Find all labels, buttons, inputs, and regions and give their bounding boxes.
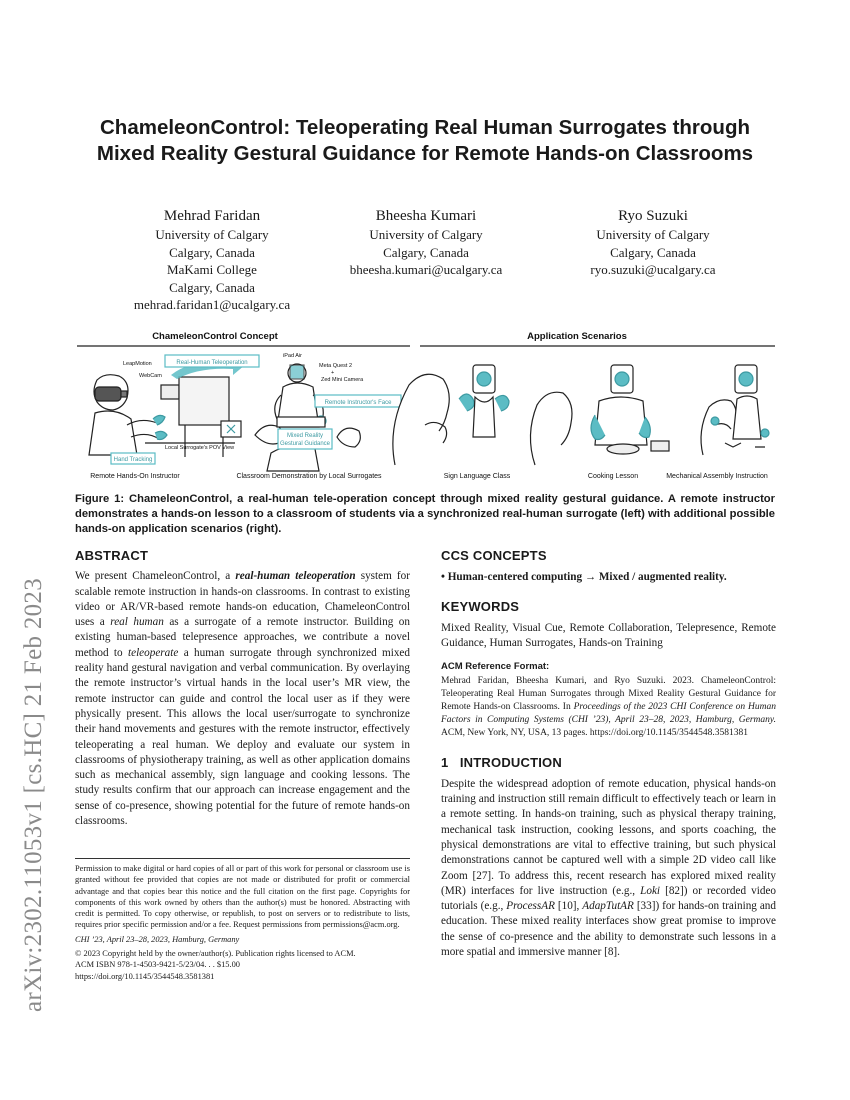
intro-text: [10],	[554, 900, 583, 913]
label-mr-guidance-2: Gestural Guidance	[279, 441, 331, 447]
abstract-text: as a surrogate of a remote instructor. Building on existing human-based telepresence approaches, we contribute a novel method to	[75, 616, 410, 659]
abstract-text: We present ChameleonControl, a	[75, 570, 236, 583]
author-affiliation: University of Calgary	[369, 227, 483, 242]
subcaption-mechanical: Mechanical Assembly Instruction	[666, 473, 768, 480]
keywords-heading: KEYWORDS	[441, 598, 520, 614]
copyright-footnote	[75, 858, 410, 982]
author-location: Calgary, Canada	[169, 279, 255, 295]
label-leapmotion: LeapMotion	[123, 361, 152, 367]
teaser-figure	[75, 325, 775, 485]
label-plus: +	[331, 370, 335, 376]
label-ipad: iPad Air	[283, 353, 302, 359]
acm-ref-body	[441, 675, 776, 740]
intro-text: Despite the widespread adoption of remote education, physical hands-on training and instruction still remain difficult to effectively teach or learn in a remote setting. In hands-on training, such as physical therapy training, mechanical task instruction, cooking lessons, and sports coaching, the physical demonstrations are vital to effective training, but such physical demonstrations cannot be captured well with a simple 2D video call like Zoom [27]. To address this, recent research has explored mixed reality (MR) interfaces for live instruction (e.g.,	[441, 777, 776, 897]
mechanical-assembly-illustration	[701, 365, 769, 455]
abstract-text: a human surrogate through synchronized mixed reality hand gestural navigation and verbal communication. By overlaying the remote instructor’s virtual hands in the local user’s MR view, the remote instructor can guide and control the local user as if they were physically present. This allows the local user/surrogate to synchronize their hand movements and gestures with the remote instructor, effectively teleoperating a real human. We deploy and evaluate our system in classrooms of physiotherapy training, as well as other application domains such as mechanical assembly, sign language and cooking lessons. The study results confirm that our approach can increase engagement and the sense of co-presence, showing potential for the future of remote hands-on classrooms.	[75, 646, 410, 828]
intro-text: [33]) for hands-on training and education. These mixed reality interfaces show great promise to improve the sense of co-presence and the ability to demonstrate such lessons in a more spatial and immersive manner [8].	[441, 900, 776, 959]
venue-line: CHI ’23, April 23–28, 2023, Hamburg, Germany	[75, 934, 240, 944]
author-location: Calgary, Canada	[169, 244, 255, 260]
subcaption-cooking: Cooking Lesson	[587, 473, 639, 480]
author-email: mehrad.faridan1@ucalgary.ca	[133, 297, 291, 312]
author-name: Bheesha Kumari	[375, 208, 477, 224]
label-zed: Zed Mini Camera	[321, 377, 364, 383]
abstract-emphasis: real human	[110, 616, 164, 629]
author-affiliation: University of Calgary	[596, 227, 710, 242]
introduction-body	[441, 777, 776, 961]
author-email: bheesha.kumari@ucalgary.ca	[349, 262, 503, 277]
permission-notice: Permission to make digital or hard copies of all or part of this work for personal or classroom use is granted without fee provided that copies are not made or distributed for profit or commercial advantage and that copies bear this notice and the full citation on the first page. Copyrights for components of this work owned by others than the author(s) must be honored. Abstracting with credit is permitted. To copy otherwise, or republish, to post on servers or to redistribute to lists, requires prior specific permission and/or a fee. Request permissions from permissions@acm.org.	[75, 864, 410, 930]
intro-emphasis: Loki	[640, 884, 661, 897]
subcaption-classroom: Classroom Demonstration by Local Surrogates	[236, 473, 382, 480]
ccs-heading: CCS CONCEPTS	[441, 548, 547, 563]
sign-language-illustration	[393, 365, 509, 465]
intro-text: [82]) or recorded video tutorials (e.g.,	[441, 884, 776, 913]
abstract-body	[75, 569, 410, 829]
author-name: Ryo Suzuki	[618, 208, 688, 224]
right-column	[441, 548, 776, 960]
acm-ref-proceedings: Proceedings of the 2023 CHI Conference on Human Factors in Computing Systems (CHI ’23), April 23–28, 2023, Hamburg, Germany.	[441, 702, 776, 726]
author-block-1	[102, 206, 322, 314]
acm-ref-text: Mehrad Faridan, Bheesha Kumari, and Ryo Suzuki. 2023. ChameleonControl: Teleoperating Real Human Surrogates through Mixed Reality Gestural Guidance for Remote Hands-on Classrooms. In	[441, 676, 776, 713]
author-email: ryo.suzuki@ucalgary.ca	[590, 262, 716, 277]
author-block-3	[543, 206, 763, 279]
label-remote-face: Remote Instructor's Face	[324, 400, 392, 406]
author-affiliation: MaKami College	[167, 262, 257, 277]
introduction-heading	[441, 755, 776, 770]
author-location: Calgary, Canada	[610, 244, 696, 260]
intro-emphasis: AdapTutAR	[582, 900, 634, 913]
author-location: Calgary, Canada	[383, 244, 469, 260]
author-block-2	[316, 206, 536, 279]
doi-line: https://doi.org/10.1145/3544548.3581381	[75, 971, 215, 981]
abstract-text: system for scalable remote instruction in hands-on classrooms. In contrast to existing video or AR/VR-based remote hands-on education, ChameleonControl uses a	[75, 570, 410, 629]
copyright-line: © 2023 Copyright held by the owner/author(s). Publication rights licensed to ACM.	[75, 949, 356, 959]
acm-ref-heading: ACM Reference Format:	[441, 661, 550, 673]
author-name: Mehrad Faridan	[163, 208, 261, 224]
arxiv-stamp	[10, 290, 58, 1013]
label-real-human-teleoperation: Real-Human Teleoperation	[176, 360, 248, 366]
section-number: 1	[441, 755, 449, 771]
label-mr-guidance-1: Mixed Reality	[286, 433, 324, 439]
label-pov: Local Surrogate's POV View	[165, 445, 235, 451]
cooking-lesson-illustration	[530, 365, 669, 465]
ccs-text: • Human-centered computing → Mixed / augmented reality.	[441, 571, 727, 584]
figure-caption: Figure 1: ChameleonControl, a real-human tele-operation concept through mixed reality gestural guidance. A remote instructor demonstrates a hands-on lesson to a classroom of students via a synchronized real-human surrogate (left) with additional possible hands-on application scenarios (right).	[75, 493, 775, 535]
figure-heading-scenarios: Application Scenarios	[527, 331, 627, 342]
figure-heading-concept: ChameleonControl Concept	[152, 331, 278, 342]
label-webcam: WebCam	[139, 373, 162, 379]
paper-title: ChameleonControl: Teleoperating Real Human Surrogates through Mixed Reality Gestural Guidance for Remote Hands-on Classrooms	[96, 116, 754, 165]
left-column	[75, 548, 410, 829]
label-hand-tracking: Hand Tracking	[113, 457, 153, 463]
subcaption-sign-language: Sign Language Class	[443, 473, 511, 480]
keywords-text: Mixed Reality, Visual Cue, Remote Collaboration, Telepresence, Remote Guidance, Human Surrogates, Hands-on Training	[441, 621, 776, 650]
author-affiliation: University of Calgary	[155, 227, 269, 242]
intro-emphasis: ProcessAR	[506, 900, 555, 913]
abstract-emphasis: teleoperate	[128, 646, 179, 659]
label-metaquest: Meta Quest 2	[319, 363, 353, 369]
arxiv-identifier: arXiv:2302.11053v1 [cs.HC] 21 Feb 2023	[20, 577, 47, 1013]
abstract-emphasis: real-human teleoperation	[235, 570, 356, 583]
abstract-heading: ABSTRACT	[75, 548, 149, 563]
subcaption-remote-instructor: Remote Hands-On Instructor	[90, 473, 180, 480]
isbn-line: ACM ISBN 978-1-4503-9421-5/23/04. . . $15.00	[75, 960, 240, 970]
acm-ref-text: ACM, New York, NY, USA, 13 pages. https://doi.org/10.1145/3544548.3581381	[441, 728, 749, 739]
section-title: INTRODUCTION	[459, 755, 562, 771]
